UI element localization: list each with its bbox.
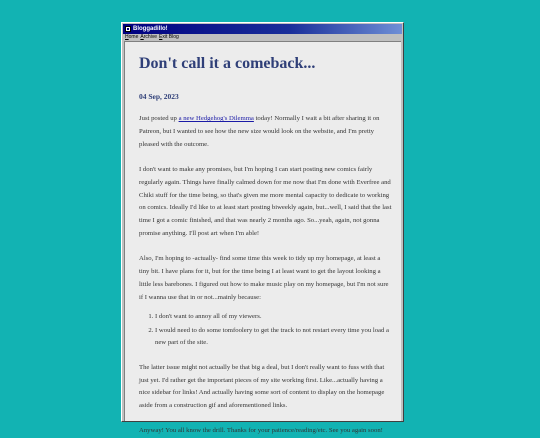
menu-item-home[interactable]: Home (125, 34, 139, 40)
post-paragraph-4: The latter issue might not actually be that big a deal, but I don't really want to fuss with that just yet. I'd rather get the important pieces of my site working first. Like...actually having a nice sidebar for links! And actually having some sort of content to display on the homepage aside from a construction gif and aforementioned links. (139, 363, 385, 410)
post-title: Don't call it a comeback... (139, 55, 316, 72)
hedgehogs-dilemma-link[interactable]: a new Hedgehog's Dilemma (178, 115, 254, 122)
window-title: Bloggadillo! (133, 26, 168, 32)
app-icon (125, 26, 131, 32)
post-paragraph-3: Also, I'm hoping to -actually- find some time this week to tidy up my homepage, at least a tiny bit. I have plans for it, but for the time being I at least want to get the layout looking a little less barebones. I figured out how to make music play on my homepage, but I'm not sure if I wanna use that in or not...mainly because: (139, 255, 389, 301)
post-paragraph-1: Just posted up a new Hedgehog's Dilemma today! Normally I wait a bit after sharing it on Patreon, but I wanted to see how the new size would look on the website, and I'm pretty pleased with the outcome. (139, 115, 380, 148)
blog-post (139, 54, 392, 438)
menu-bar (123, 34, 402, 41)
menu-item-archive[interactable]: Archive (140, 34, 158, 40)
menu-item-exit-blog[interactable]: Exit Blog (159, 34, 179, 40)
post-date: 04 Sep, 2023 (139, 92, 179, 101)
blog-window (121, 22, 404, 435)
window-titlebar[interactable] (123, 24, 402, 34)
list-item: 2. I would need to do some tomfoolery to get the track to not restart every time you load a new part of the site. (155, 325, 392, 350)
post-paragraph-2: I don't want to make any promises, but I'm hoping I can start posting new comics fairly regularly again. Things have finally calmed down for me now that I'm done with Everfree and Chiki stuff for the time being, so that's given me more mental capacity to dedicate to working on comics. Ideally I'd like to at least start posting biweekly again, but...well, I said that the last time I got a comic finished, and that was nearly 2 months ago. So...yeah, again, not gonna promise anything. I'll post art when I'm able! (139, 165, 392, 238)
content-area[interactable] (124, 41, 401, 435)
list-item: 1. I don't want to annoy all of my viewers. (155, 311, 392, 323)
reasons-list (139, 311, 392, 350)
post-paragraph-5: Anyway! You all know the drill. Thanks for your patience/reading/etc. See you again soon! (139, 427, 383, 435)
